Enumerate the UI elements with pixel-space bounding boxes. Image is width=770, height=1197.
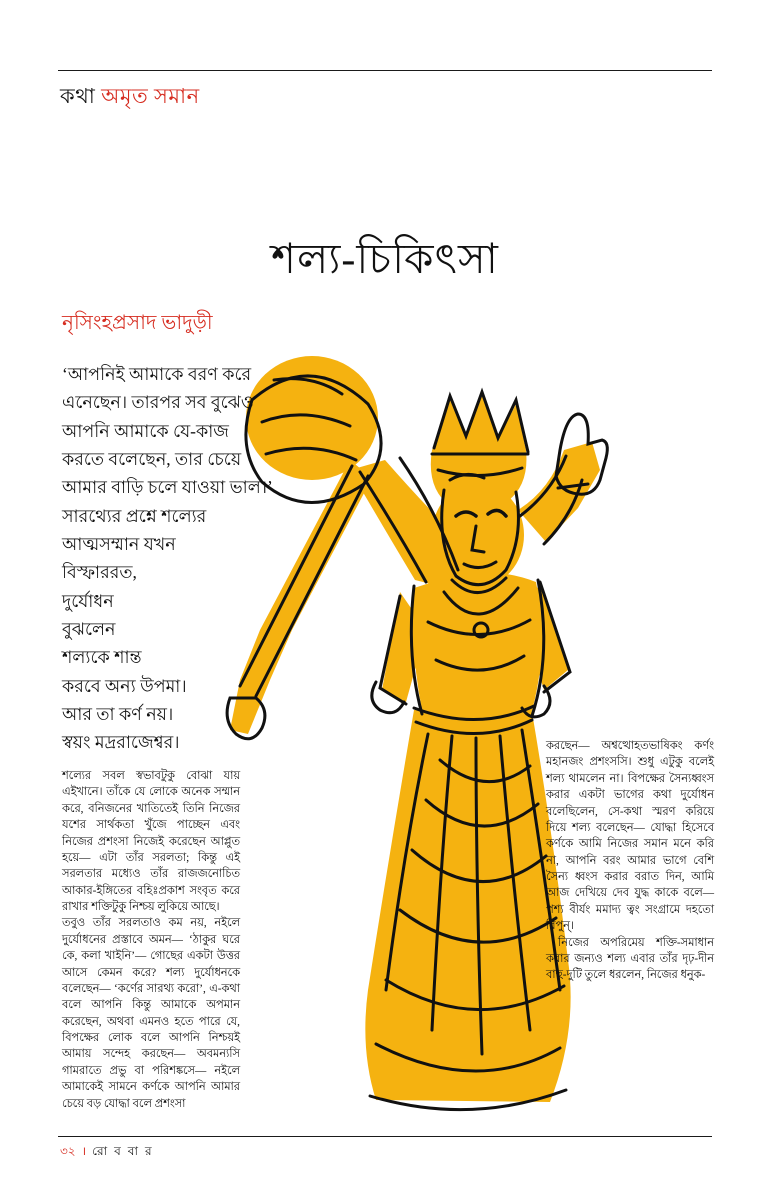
article-headline: শল্য-চিকিৎসা [271,237,499,283]
body-paragraph: নিজের অপরিমেয় শক্তি-সমাধান করার জন্যও শল্য এবার তাঁর দৃঢ়-দীন বাহু-দুটি তুলে ধরলেন, নিজের ধনুক- [546,936,714,982]
footer-separator: । [81,1144,87,1158]
page-footer [60,1142,154,1163]
lead-line: বুঝলেন [62,619,116,640]
lead-paragraph [62,360,312,757]
body-paragraph: শল্যের সবল স্বভাবটুকু বোঝা যায় এইখানে। তাঁকে যে লোকে অনেক সম্মান করে, বনিজনের খাতিতেই তিনি নিজের যশের সার্থকতা খুঁজে পাচ্ছেন এবং নিজের প্রশংসা নিজেই করেছেন আপ্লুত হয়ে— এটা তাঁর সরলতা; কিন্তু এই সরলতার মধ্যেও তাঁর রাজজনোচিত আকার-ইঙ্গিতের বহিঃপ্রকাশ সংবৃত করে রাখার শক্তিটুকু নিশ্চয় লুকিয়ে আছে। [62,770,240,913]
lead-line: আপনি আমাকে যে-কাজ [62,420,229,441]
lead-line: ‘আপনিই আমাকে বরণ করে [62,364,252,384]
bottom-divider [58,1136,712,1137]
section-kicker [60,80,200,115]
body-column-left [62,768,240,1112]
lead-line: সারথ্যের প্রশ্নে শল্যের [62,505,207,526]
lead-line: বিস্ফাররত, [62,562,137,583]
lead-line: আত্মসম্মান যখন [62,534,176,555]
lead-line: স্বয়ং মদ্ররাজেশ্বর। [62,732,180,753]
body-column-right [546,738,714,984]
lead-line: আর তা কর্ণ নয়। [62,704,174,725]
author-byline: নৃসিংহপ্রসাদ ভাদুড়ী [62,312,213,334]
lead-line: করতে বলেছেন, তার চেয়ে [62,449,242,470]
kicker-black-text: কথা [60,84,96,108]
lead-line: করবে অন্য উপমা। [62,675,187,696]
top-divider [58,70,712,71]
body-paragraph: করছেন— অশ্বত্থোহতভাষিকং কর্ণং মহানজং প্রশংসসি। শুধু এটুকু বলেই শল্য থামলেন না। বিপক্ষের সৈন্যধ্বংস করার একটা ভাগের কথা দুর্যোধন বলেছিলেন, সে-কথা স্মরণ করিয়ে দিয়ে শল্য বলেছেন— যোদ্ধা হিসেবে কর্ণকে আমি নিজের সমান মনে করি না, আপনি বরং আমার ভাগে বেশি সৈন্য ধ্বংস করার বরাত দিন, আমি আজ দেখিয়ে দেব যুদ্ধ কাকে বলে— পশ্য বীর্যং মমাদ্য ত্বং সংগ্রামে দহতো রিপুন্। [546,740,714,933]
lead-line: এনেছেন। তারপর সব বুঝেও [62,392,254,413]
lead-line: দুর্যোধন [62,590,114,611]
lead-line: শল্যকে শান্ত [62,647,142,668]
lead-line: আমার বাড়ি চলে যাওয়া ভাল।’ [62,477,273,498]
body-paragraph: তবুও তাঁর সরলতাও কম নয়, নইলে দুর্যোধনের প্রস্তাবে অমন— ‘ঠাকুর ঘরে কে, কলা খাইনি’— গোছের একটা উত্তর আসে কেমন করে? শল্য দুর্যোধনকে বলেছেন— ‘কর্ণের সারথ্য করো’, এ-কথা বলে আপনি কিন্তু আমাকে অপমান করেছেন, অথবা এমনও হতে পারে যে, বিপক্ষের লোক বলে আপনি নিশ্চয়ই আমায় সন্দেহ করছেন— অবমন্যসি গামরাতে প্রভু বা পরিশঙ্কসে— নইলে আমাকেই সামনে কর্ণকে আপনি আমার চেয়ে বড় যোদ্ধা বলে প্রশংসা [62,917,240,1110]
kicker-red-text: অমৃত সমান [101,84,200,108]
page-number: ৩২ [60,1144,76,1158]
magazine-name: রো ব বা র [92,1144,154,1158]
